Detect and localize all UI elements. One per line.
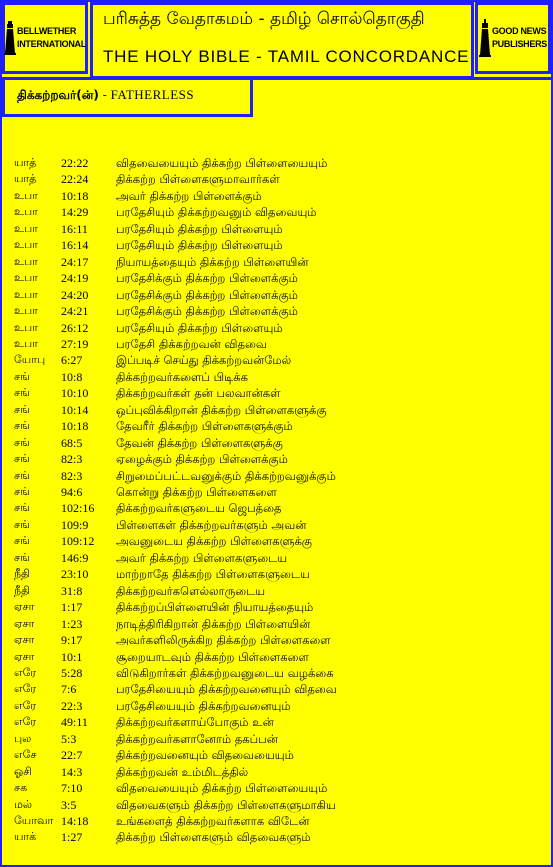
verse-text: மாற்றாதே திக்கற்ற பிள்ளைகளுடைய bbox=[116, 567, 310, 582]
verse-text: திக்கற்ற பிள்ளைகளும் விதவைகளும் bbox=[116, 830, 311, 845]
verse-text: உங்களைத் திக்கற்றவர்களாக விடேன் bbox=[116, 814, 310, 828]
logo-left-line2: INTERNATIONAL bbox=[17, 39, 86, 49]
verse-ref: 7:10 bbox=[61, 781, 83, 796]
verse-ref: 16:14 bbox=[61, 238, 89, 253]
book-abbrev: யாத் bbox=[14, 156, 37, 169]
verse-ref: 22:24 bbox=[61, 172, 89, 187]
verse-text: பரதேசியையும் திக்கற்றவனையும் bbox=[116, 698, 291, 713]
book-abbrev: சக bbox=[14, 781, 28, 795]
verse-ref: 49:11 bbox=[61, 715, 88, 730]
book-abbrev: நீதி bbox=[14, 567, 31, 581]
headword-box bbox=[2, 80, 253, 117]
book-abbrev: உபா bbox=[14, 221, 38, 235]
verse-ref: 6:27 bbox=[61, 353, 83, 368]
good-news-logo bbox=[475, 2, 551, 74]
verse-ref: 24:21 bbox=[61, 304, 89, 319]
book-abbrev: சங் bbox=[14, 402, 30, 416]
verse-text: சிறுமைப்பட்டவனுக்கும் திக்கற்றவனுக்கும் bbox=[116, 468, 336, 483]
verse-text: திக்கற்றவர்களானோம் தகப்பன் bbox=[116, 731, 278, 746]
verse-text: பிள்ளைகள் திக்கற்றவர்களும் அவன் bbox=[116, 517, 307, 532]
verse-text: நாடித்திரிகிறான் திக்கற்ற பிள்ளையின் bbox=[116, 616, 311, 631]
verse-ref: 109:12 bbox=[61, 534, 95, 549]
book-abbrev: மல் bbox=[14, 797, 32, 811]
book-abbrev: சங் bbox=[14, 452, 30, 466]
book-abbrev: ஏசா bbox=[14, 649, 35, 663]
verse-ref: 10:14 bbox=[61, 402, 89, 417]
verse-ref: 31:8 bbox=[61, 583, 83, 598]
verse-ref: 14:3 bbox=[61, 764, 83, 779]
verse-text: தேவன் திக்கற்ற பிள்ளைகளுக்கு bbox=[116, 435, 283, 450]
verse-ref: 26:12 bbox=[61, 320, 89, 335]
verse-ref: 24:20 bbox=[61, 287, 89, 302]
book-abbrev: யாக் bbox=[14, 830, 37, 844]
verse-text: பரதேசி திக்கற்றவன் விதவை bbox=[116, 336, 267, 351]
verse-ref: 16:11 bbox=[61, 221, 88, 236]
verse-text: திக்கற்றவர்களெல்லாருடைய bbox=[116, 583, 266, 598]
verse-text: பரதேசிக்கும் திக்கற்ற பிள்ளைக்கும் bbox=[116, 304, 298, 319]
tower-icon bbox=[479, 19, 491, 57]
title-english: THE HOLY BIBLE - TAMIL CONCORDANCE bbox=[103, 47, 470, 66]
verse-ref: 109:9 bbox=[61, 517, 89, 532]
book-abbrev: எரே bbox=[14, 665, 37, 679]
verse-ref: 22:22 bbox=[61, 156, 89, 170]
verse-text: விதவையையும் திக்கற்ற பிள்ளையையும் bbox=[116, 781, 328, 796]
book-abbrev: எரே bbox=[14, 698, 37, 712]
book-abbrev: யோவா bbox=[14, 814, 54, 827]
verse-ref: 5:28 bbox=[61, 665, 83, 680]
verse-ref: 27:19 bbox=[61, 336, 89, 351]
bellwether-logo bbox=[2, 2, 88, 74]
verse-ref: 1:27 bbox=[61, 830, 83, 845]
verse-text: திக்கற்ற பிள்ளைகளுமாவார்கள் bbox=[116, 172, 280, 187]
book-abbrev: யாத் bbox=[14, 172, 37, 186]
book-abbrev: சங் bbox=[14, 550, 30, 564]
verse-text: பரதேசியும் திக்கற்றவனும் விதவையும் bbox=[116, 205, 317, 220]
verse-ref: 82:3 bbox=[61, 468, 83, 483]
verse-text: பரதேசிக்கும் திக்கற்ற பிள்ளைக்கும் bbox=[116, 271, 298, 286]
headword-english: FATHERLESS bbox=[110, 87, 195, 102]
book-abbrev: யோபு bbox=[14, 353, 46, 367]
verse-ref: 146:9 bbox=[61, 550, 89, 565]
logo-left-line1: BELLWETHER bbox=[17, 26, 77, 36]
verse-ref: 5:3 bbox=[61, 731, 77, 746]
verse-text: திக்கற்றவர்களாய்போகும் உன் bbox=[116, 715, 274, 730]
verse-ref: 82:3 bbox=[61, 452, 83, 467]
verse-text: விடுகிறார்கள் திக்கற்றவனுடைய வழக்கை bbox=[116, 665, 334, 680]
book-abbrev: ஏசா bbox=[14, 633, 35, 647]
verse-ref: 14:29 bbox=[61, 205, 89, 220]
verse-ref: 10:18 bbox=[61, 188, 89, 203]
verse-text: பரதேசியும் திக்கற்ற பிள்ளையும் bbox=[116, 238, 283, 253]
verse-ref: 22:3 bbox=[61, 698, 83, 713]
book-abbrev: சங் bbox=[14, 468, 30, 482]
book-abbrev: உபா bbox=[14, 287, 38, 301]
verse-ref: 94:6 bbox=[61, 485, 83, 499]
book-abbrev: உபா bbox=[14, 304, 38, 318]
verse-ref: 23:10 bbox=[61, 567, 89, 582]
title-tamil: பரிசுத்த வேதாகமம் - தமிழ் சொல்தொகுதி bbox=[103, 9, 425, 29]
verse-text: அவர் திக்கற்ற பிள்ளைகளுடைய bbox=[116, 550, 288, 565]
verse-text: திக்கற்றவன் உம்மிடத்தில் bbox=[116, 764, 249, 779]
verse-text: ஒப்புவிக்கிறான் திக்கற்ற பிள்ளைகளுக்கு bbox=[116, 402, 327, 417]
verse-ref: 14:18 bbox=[61, 814, 89, 828]
book-abbrev: உபா bbox=[14, 320, 38, 334]
verse-ref: 68:5 bbox=[61, 435, 83, 450]
verse-text: கொன்று திக்கற்ற பிள்ளைகளை bbox=[116, 485, 277, 499]
verse-ref: 24:17 bbox=[61, 254, 89, 269]
book-abbrev: சங் bbox=[14, 517, 30, 531]
book-abbrev: சங் bbox=[14, 419, 30, 433]
verse-text: பரதேசியும் திக்கற்ற பிள்ளையும் bbox=[116, 221, 283, 236]
headword-separator: - bbox=[102, 88, 107, 102]
verse-text: தேவரீர் திக்கற்ற பிள்ளைகளுக்கும் bbox=[116, 419, 293, 434]
book-abbrev: சங் bbox=[14, 435, 30, 449]
verse-text: அவனுடைய திக்கற்ற பிள்ளைகளுக்கு bbox=[116, 534, 312, 549]
book-abbrev: ஏசா bbox=[14, 600, 35, 614]
verse-text: நியாயத்தையும் திக்கற்ற பிள்ளையின் bbox=[116, 254, 309, 269]
title-box bbox=[90, 2, 474, 79]
verse-text: திக்கற்றவனையும் விதவையையும் bbox=[116, 748, 294, 763]
verse-text: பரதேசிக்கும் திக்கற்ற பிள்ளைக்கும் bbox=[116, 287, 298, 302]
verse-ref: 22:7 bbox=[61, 748, 83, 763]
verse-text: திக்கற்றவர்கள் தன் பலவான்கள் bbox=[116, 386, 281, 401]
book-abbrev: எசே bbox=[14, 748, 37, 762]
lighthouse-icon bbox=[4, 21, 16, 55]
verse-ref: 10:18 bbox=[61, 419, 89, 434]
verse-ref: 10:1 bbox=[61, 649, 83, 664]
logo-right-line2: PUBLISHERS bbox=[491, 39, 547, 49]
verse-ref: 24:19 bbox=[61, 271, 89, 286]
verse-text: பரதேசியையும் திக்கற்றவனையும் விதவை bbox=[116, 682, 337, 697]
verse-ref: 1:23 bbox=[61, 616, 83, 631]
verse-text: பரதேசியும் திக்கற்ற பிள்ளையும் bbox=[116, 320, 283, 335]
verse-text: விதவைகளும் திக்கற்ற பிள்ளைகளுமாகிய bbox=[116, 797, 336, 812]
verse-text: திக்கற்றவர்களுடைய ஜெபத்தை bbox=[116, 501, 282, 516]
book-abbrev: சங் bbox=[14, 534, 30, 548]
book-abbrev: உபா bbox=[14, 336, 38, 350]
verse-ref: 7:6 bbox=[61, 682, 77, 697]
headword bbox=[17, 87, 194, 104]
book-abbrev: சங் bbox=[14, 485, 30, 498]
book-abbrev: சங் bbox=[14, 369, 30, 383]
book-abbrev: உபா bbox=[14, 205, 38, 219]
book-abbrev: நீதி bbox=[14, 583, 31, 597]
verse-text: அவர் திக்கற்ற பிள்ளைக்கும் bbox=[116, 188, 262, 203]
verse-text: திக்கற்றவர்களைப் பிடிக்க bbox=[116, 369, 248, 384]
verse-text: விதவையையும் திக்கற்ற பிள்ளையையும் bbox=[116, 156, 328, 170]
verse-text: இப்படிச் செய்து திக்கற்றவன்மேல் bbox=[116, 353, 292, 368]
book-abbrev: உபா bbox=[14, 238, 38, 252]
book-abbrev: புல bbox=[14, 731, 32, 745]
verse-text: அவர்களிலிருக்கிற திக்கற்ற பிள்ளைகளை bbox=[116, 633, 331, 648]
verse-ref: 10:10 bbox=[61, 386, 89, 401]
verse-text: சூறையாடவும் திக்கற்ற பிள்ளைகளை bbox=[116, 649, 309, 664]
logo-right-line1: GOOD NEWS bbox=[491, 26, 547, 36]
headword-tamil: திக்கற்றவர்(ன்) bbox=[17, 88, 99, 102]
book-abbrev: ஓசி bbox=[14, 764, 32, 778]
book-abbrev: எரே bbox=[14, 715, 37, 729]
book-abbrev: சங் bbox=[14, 386, 30, 400]
book-abbrev: உபா bbox=[14, 188, 38, 202]
verse-ref: 3:5 bbox=[61, 797, 77, 812]
verse-ref: 102:16 bbox=[61, 501, 95, 516]
book-abbrev: ஏசா bbox=[14, 616, 35, 630]
book-abbrev: உபா bbox=[14, 271, 38, 285]
verse-ref: 10:8 bbox=[61, 369, 83, 384]
verse-ref: 1:17 bbox=[61, 600, 83, 615]
verse-text: ஏழைக்கும் திக்கற்ற பிள்ளைக்கும் bbox=[116, 452, 288, 467]
verse-ref: 9:17 bbox=[61, 633, 83, 648]
book-abbrev: சங் bbox=[14, 501, 30, 515]
book-abbrev: உபா bbox=[14, 254, 38, 268]
verse-text: திக்கற்றப்பிள்ளையின் நியாயத்தையும் bbox=[116, 600, 314, 615]
book-abbrev: எரே bbox=[14, 682, 37, 696]
